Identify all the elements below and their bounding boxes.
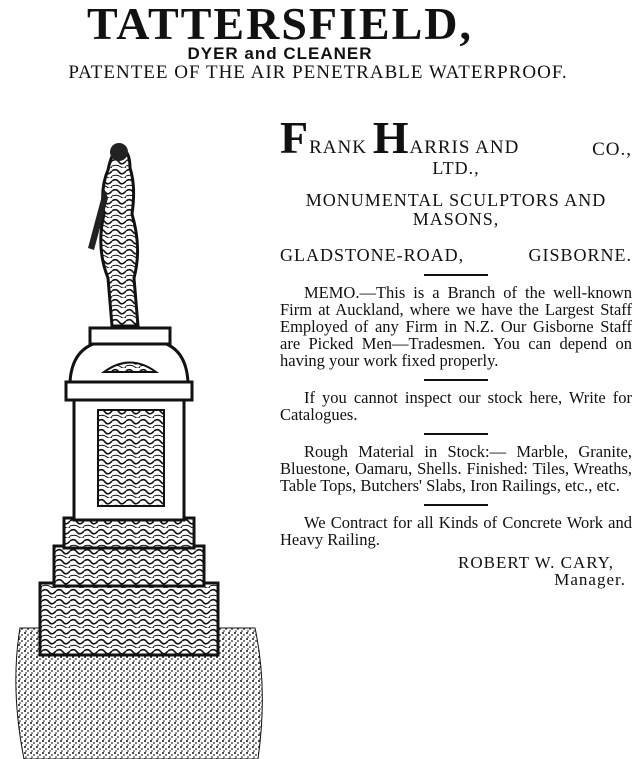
advert-title: TATTERSFIELD, [86,0,473,49]
firm-address [280,247,632,264]
inspect-paragraph: If you cannot inspect our stock here, Write for Catalogues. [280,388,632,424]
divider [424,274,488,276]
road: GLADSTONE-ROAD, [280,245,465,265]
contract-paragraph: We Contract for all Kinds of Concrete Work and Heavy Railing. [280,513,632,549]
divider [424,433,488,435]
initial-f: F [280,112,310,163]
signature-name: ROBERT W. CARY, [457,553,614,572]
firm-arris: ARRIS AND [409,137,520,158]
patent-line: PATENTEE OF THE AIR PENETRABLE WATERPROOF. [68,62,568,83]
divider [424,379,488,381]
trade-line-1: MONUMENTAL SCULPTORS AND [305,190,607,210]
divider [424,504,488,506]
memo-paragraph: MEMO.—This is a Branch of the well-known Firm at Auckland, where we have the Largest Staff Employed of any Firm in N.Z. Our Gisborne Staff are Picked Men—Tradesmen. You can depend on having your work fixed properly. [280,283,632,370]
town: GISBORNE. [528,245,632,265]
trade-line-2: MASONS, [412,209,500,229]
signature-title: Manager. [554,570,626,589]
firm-advert [280,112,632,589]
initial-h: H [372,112,410,163]
material-paragraph: Rough Material in Stock:— Marble, Granite, Bluestone, Oamaru, Shells. Finished: Tiles, Wreaths, Table Tops, Butchers' Slabs, Iron Railings, etc., etc. [280,442,632,495]
advert-subtitle: DYER and CLEANER [187,44,373,63]
firm-co: CO., [592,139,632,160]
firm-rank: RANK [309,137,367,158]
firm-name [280,112,632,163]
firm-ltd: LTD., [432,158,480,178]
monument-statue-icon [0,128,272,759]
